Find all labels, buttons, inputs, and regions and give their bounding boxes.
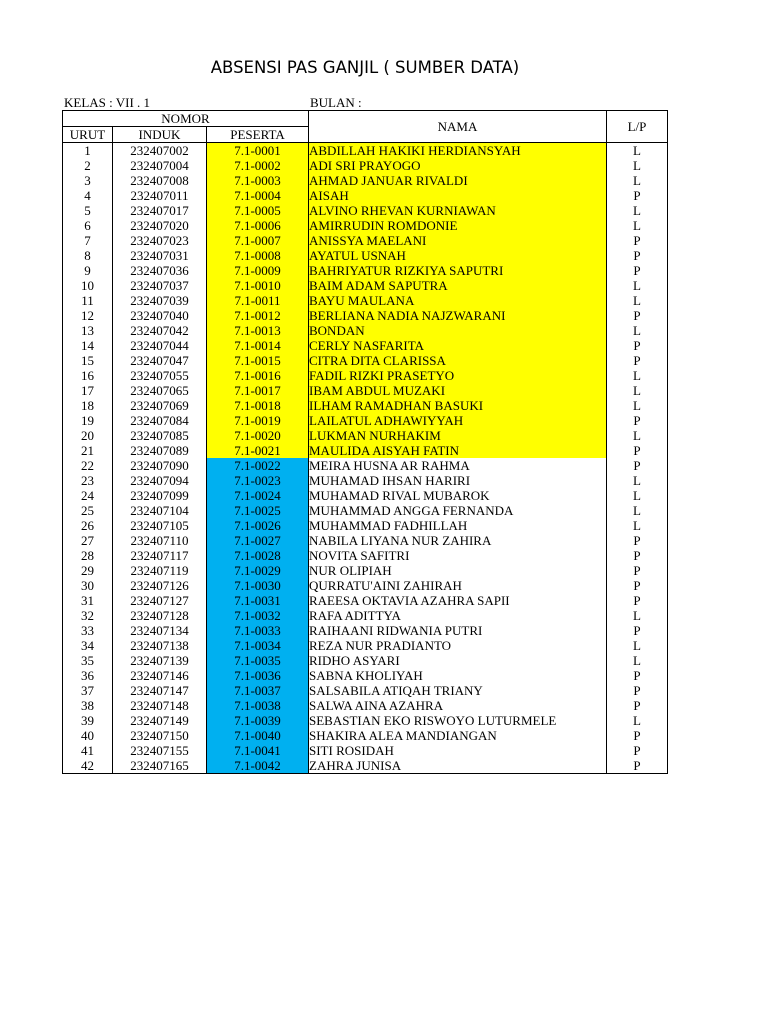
cell-peserta: 7.1-0007 [207,233,309,248]
cell-urut: 35 [63,653,113,668]
cell-peserta: 7.1-0005 [207,203,309,218]
table-row [63,623,668,638]
cell-peserta: 7.1-0031 [207,593,309,608]
cell-urut: 31 [63,593,113,608]
header-urut: URUT [63,127,113,143]
cell-lp: L [607,488,668,503]
cell-lp: L [607,143,668,159]
class-label: KELAS : VII . 1 [64,95,151,110]
cell-nama: SABNA KHOLIYAH [309,668,607,683]
table-row [63,323,668,338]
cell-lp: L [607,293,668,308]
cell-induk: 232407008 [113,173,207,188]
cell-lp: P [607,683,668,698]
cell-induk: 232407149 [113,713,207,728]
table-row [63,608,668,623]
table-row [63,758,668,774]
cell-peserta: 7.1-0034 [207,638,309,653]
cell-lp: P [607,728,668,743]
cell-lp: L [607,653,668,668]
cell-nama: FADIL RIZKI PRASETYO [309,368,607,383]
cell-nama: CITRA DITA CLARISSA [309,353,607,368]
table-row [63,743,668,758]
cell-nama: LUKMAN NURHAKIM [309,428,607,443]
cell-urut: 30 [63,578,113,593]
cell-induk: 232407104 [113,503,207,518]
table-row [63,668,668,683]
cell-peserta: 7.1-0023 [207,473,309,488]
cell-induk: 232407085 [113,428,207,443]
cell-lp: P [607,533,668,548]
cell-induk: 232407090 [113,458,207,473]
cell-induk: 232407138 [113,638,207,653]
cell-nama: AMIRRUDIN ROMDONIE [309,218,607,233]
cell-nama: NOVITA SAFITRI [309,548,607,563]
cell-nama: BERLIANA NADIA NAJZWARANI [309,308,607,323]
cell-urut: 9 [63,263,113,278]
table-row [63,233,668,248]
cell-peserta: 7.1-0011 [207,293,309,308]
header-peserta: PESERTA [207,127,309,143]
cell-nama: AYATUL USNAH [309,248,607,263]
cell-induk: 232407126 [113,578,207,593]
cell-nama: CERLY NASFARITA [309,338,607,353]
cell-nama: SALSABILA ATIQAH TRIANY [309,683,607,698]
cell-peserta: 7.1-0037 [207,683,309,698]
cell-urut: 6 [63,218,113,233]
cell-peserta: 7.1-0004 [207,188,309,203]
cell-induk: 232407084 [113,413,207,428]
cell-induk: 232407039 [113,293,207,308]
cell-peserta: 7.1-0015 [207,353,309,368]
cell-induk: 232407150 [113,728,207,743]
table-row [63,173,668,188]
cell-nama: SHAKIRA ALEA MANDIANGAN [309,728,607,743]
cell-peserta: 7.1-0026 [207,518,309,533]
cell-nama: ZAHRA JUNISA [309,758,607,774]
cell-peserta: 7.1-0030 [207,578,309,593]
cell-urut: 40 [63,728,113,743]
table-row [63,548,668,563]
cell-lp: P [607,593,668,608]
cell-urut: 39 [63,713,113,728]
cell-nama: SEBASTIAN EKO RISWOYO LUTURMELE [309,713,607,728]
cell-peserta: 7.1-0001 [207,143,309,159]
cell-induk: 232407055 [113,368,207,383]
cell-nama: REZA NUR PRADIANTO [309,638,607,653]
cell-urut: 22 [63,458,113,473]
cell-urut: 11 [63,293,113,308]
cell-peserta: 7.1-0024 [207,488,309,503]
cell-urut: 1 [63,143,113,159]
cell-peserta: 7.1-0013 [207,323,309,338]
cell-urut: 18 [63,398,113,413]
table-row [63,713,668,728]
cell-peserta: 7.1-0017 [207,383,309,398]
cell-induk: 232407105 [113,518,207,533]
cell-nama: ILHAM RAMADHAN BASUKI [309,398,607,413]
cell-lp: L [607,203,668,218]
cell-induk: 232407155 [113,743,207,758]
cell-peserta: 7.1-0002 [207,158,309,173]
table-row [63,398,668,413]
cell-induk: 232407127 [113,593,207,608]
cell-urut: 13 [63,323,113,338]
cell-peserta: 7.1-0006 [207,218,309,233]
cell-lp: P [607,578,668,593]
cell-nama: MAULIDA AISYAH FATIN [309,443,607,458]
cell-urut: 15 [63,353,113,368]
cell-urut: 41 [63,743,113,758]
cell-lp: L [607,398,668,413]
cell-lp: L [607,473,668,488]
cell-lp: L [607,503,668,518]
cell-induk: 232407128 [113,608,207,623]
cell-nama: SALWA AINA AZAHRA [309,698,607,713]
cell-peserta: 7.1-0028 [207,548,309,563]
cell-nama: ANISSYA MAELANI [309,233,607,248]
cell-urut: 37 [63,683,113,698]
table-row [63,293,668,308]
cell-urut: 17 [63,383,113,398]
table-row [63,503,668,518]
table-row [63,188,668,203]
cell-induk: 232407134 [113,623,207,638]
cell-urut: 38 [63,698,113,713]
header-induk: INDUK [113,127,207,143]
cell-urut: 32 [63,608,113,623]
cell-induk: 232407031 [113,248,207,263]
cell-lp: L [607,518,668,533]
table-row [63,218,668,233]
cell-urut: 3 [63,173,113,188]
table-row [63,533,668,548]
cell-urut: 34 [63,638,113,653]
cell-lp: P [607,233,668,248]
cell-urut: 23 [63,473,113,488]
cell-urut: 21 [63,443,113,458]
cell-induk: 232407089 [113,443,207,458]
header-nama: NAMA [309,111,607,143]
cell-lp: P [607,443,668,458]
cell-lp: P [607,758,668,774]
attendance-table [62,110,668,774]
cell-lp: L [607,383,668,398]
table-row [63,263,668,278]
cell-induk: 232407017 [113,203,207,218]
cell-urut: 33 [63,623,113,638]
cell-lp: P [607,263,668,278]
cell-nama: RIDHO ASYARI [309,653,607,668]
cell-urut: 7 [63,233,113,248]
cell-lp: P [607,668,668,683]
cell-peserta: 7.1-0038 [207,698,309,713]
cell-nama: RAFA ADITTYA [309,608,607,623]
cell-nama: RAEESA OKTAVIA AZAHRA SAPII [309,593,607,608]
cell-lp: P [607,563,668,578]
cell-lp: L [607,173,668,188]
cell-lp: P [607,548,668,563]
cell-induk: 232407119 [113,563,207,578]
cell-urut: 14 [63,338,113,353]
cell-lp: L [607,368,668,383]
cell-nama: MUHAMMAD FADHILLAH [309,518,607,533]
cell-induk: 232407042 [113,323,207,338]
cell-peserta: 7.1-0010 [207,278,309,293]
cell-induk: 232407004 [113,158,207,173]
cell-nama: SITI ROSIDAH [309,743,607,758]
cell-induk: 232407065 [113,383,207,398]
cell-lp: L [607,638,668,653]
cell-nama: AISAH [309,188,607,203]
cell-lp: L [607,278,668,293]
cell-nama: ALVINO RHEVAN KURNIAWAN [309,203,607,218]
header-nomor: NOMOR [63,111,309,127]
table-row [63,698,668,713]
table-row [63,638,668,653]
cell-lp: P [607,698,668,713]
cell-nama: MUHAMMAD ANGGA FERNANDA [309,503,607,518]
cell-urut: 24 [63,488,113,503]
cell-induk: 232407047 [113,353,207,368]
cell-induk: 232407040 [113,308,207,323]
cell-induk: 232407044 [113,338,207,353]
cell-nama: LAILATUL ADHAWIYYAH [309,413,607,428]
cell-urut: 12 [63,308,113,323]
cell-nama: MEIRA HUSNA AR RAHMA [309,458,607,473]
table-row [63,473,668,488]
header-lp: L/P [607,111,668,143]
table-row [63,488,668,503]
cell-lp: P [607,353,668,368]
cell-induk: 232407069 [113,398,207,413]
cell-induk: 232407139 [113,653,207,668]
table-row [63,158,668,173]
cell-peserta: 7.1-0025 [207,503,309,518]
cell-lp: L [607,713,668,728]
cell-peserta: 7.1-0027 [207,533,309,548]
cell-urut: 29 [63,563,113,578]
cell-induk: 232407037 [113,278,207,293]
table-row [63,383,668,398]
cell-nama: ADI SRI PRAYOGO [309,158,607,173]
cell-urut: 10 [63,278,113,293]
cell-nama: ABDILLAH HAKIKI HERDIANSYAH [309,143,607,159]
table-row [63,308,668,323]
cell-peserta: 7.1-0008 [207,248,309,263]
cell-nama: BAIM ADAM SAPUTRA [309,278,607,293]
cell-peserta: 7.1-0040 [207,728,309,743]
cell-peserta: 7.1-0035 [207,653,309,668]
table-row [63,203,668,218]
cell-urut: 16 [63,368,113,383]
cell-lp: L [607,323,668,338]
table-row [63,248,668,263]
table-body [63,143,668,774]
cell-lp: P [607,743,668,758]
cell-urut: 8 [63,248,113,263]
cell-induk: 232407094 [113,473,207,488]
cell-lp: P [607,308,668,323]
cell-lp: L [607,158,668,173]
cell-urut: 4 [63,188,113,203]
table-row [63,368,668,383]
cell-induk: 232407165 [113,758,207,774]
cell-urut: 25 [63,503,113,518]
cell-induk: 232407036 [113,263,207,278]
month-label: BULAN : [310,95,362,110]
cell-lp: P [607,188,668,203]
cell-nama: MUHAMAD IHSAN HARIRI [309,473,607,488]
cell-nama: BAHRIYATUR RIZKIYA SAPUTRI [309,263,607,278]
cell-urut: 42 [63,758,113,774]
cell-lp: L [607,428,668,443]
cell-urut: 27 [63,533,113,548]
cell-nama: MUHAMAD RIVAL MUBAROK [309,488,607,503]
cell-peserta: 7.1-0020 [207,428,309,443]
cell-peserta: 7.1-0022 [207,458,309,473]
cell-lp: P [607,338,668,353]
table-row [63,443,668,458]
cell-peserta: 7.1-0014 [207,338,309,353]
cell-nama: BONDAN [309,323,607,338]
cell-lp: L [607,218,668,233]
cell-peserta: 7.1-0012 [207,308,309,323]
cell-lp: P [607,413,668,428]
cell-lp: P [607,248,668,263]
cell-nama: NUR OLIPIAH [309,563,607,578]
table-row [63,458,668,473]
table-row [63,353,668,368]
cell-lp: P [607,623,668,638]
cell-induk: 232407099 [113,488,207,503]
cell-peserta: 7.1-0009 [207,263,309,278]
cell-nama: RAIHAANI RIDWANIA PUTRI [309,623,607,638]
cell-induk: 232407002 [113,143,207,159]
cell-lp: P [607,458,668,473]
cell-nama: BAYU MAULANA [309,293,607,308]
table-row [63,593,668,608]
cell-peserta: 7.1-0039 [207,713,309,728]
table-row [63,728,668,743]
cell-peserta: 7.1-0036 [207,668,309,683]
cell-urut: 26 [63,518,113,533]
cell-induk: 232407110 [113,533,207,548]
table-row [63,338,668,353]
table-row [63,143,668,159]
cell-nama: IBAM ABDUL MUZAKI [309,383,607,398]
cell-nama: AHMAD JANUAR RIVALDI [309,173,607,188]
cell-urut: 20 [63,428,113,443]
cell-peserta: 7.1-0033 [207,623,309,638]
cell-peserta: 7.1-0018 [207,398,309,413]
page-title: ABSENSI PAS GANJIL ( SUMBER DATA) [210,58,520,77]
table-row [63,563,668,578]
cell-peserta: 7.1-0003 [207,173,309,188]
cell-nama: NABILA LIYANA NUR ZAHIRA [309,533,607,548]
cell-induk: 232407148 [113,698,207,713]
table-row [63,278,668,293]
table-row [63,683,668,698]
cell-urut: 36 [63,668,113,683]
cell-urut: 2 [63,158,113,173]
cell-peserta: 7.1-0042 [207,758,309,774]
cell-urut: 5 [63,203,113,218]
table-row [63,653,668,668]
table-row [63,413,668,428]
cell-peserta: 7.1-0021 [207,443,309,458]
cell-urut: 19 [63,413,113,428]
cell-peserta: 7.1-0016 [207,368,309,383]
cell-induk: 232407020 [113,218,207,233]
table-row [63,518,668,533]
cell-nama: QURRATU'AINI ZAHIRAH [309,578,607,593]
cell-peserta: 7.1-0032 [207,608,309,623]
cell-peserta: 7.1-0029 [207,563,309,578]
cell-induk: 232407117 [113,548,207,563]
cell-induk: 232407147 [113,683,207,698]
cell-peserta: 7.1-0019 [207,413,309,428]
cell-lp: L [607,608,668,623]
table-row [63,578,668,593]
cell-urut: 28 [63,548,113,563]
table-row [63,428,668,443]
cell-induk: 232407023 [113,233,207,248]
cell-peserta: 7.1-0041 [207,743,309,758]
cell-induk: 232407146 [113,668,207,683]
cell-induk: 232407011 [113,188,207,203]
